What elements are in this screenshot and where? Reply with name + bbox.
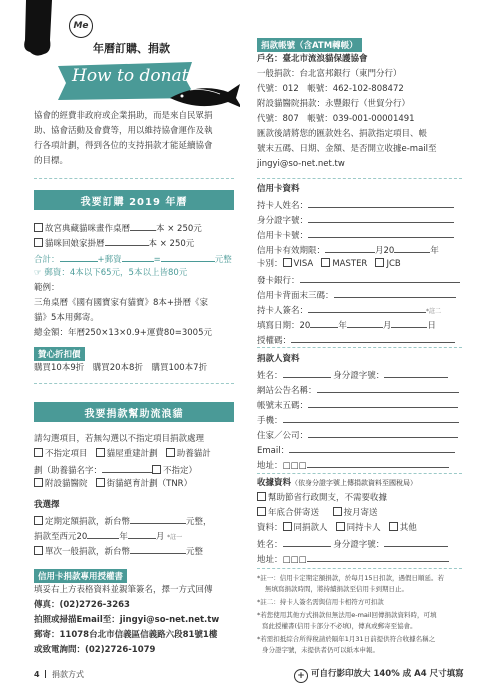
fixed-donation-label: 定期定額捐款，新台幣 — [45, 517, 131, 527]
section-name: 捐款方式 — [51, 670, 84, 679]
card-auth-label: 授權碼： — [257, 336, 292, 346]
visa-label: VISA — [293, 259, 314, 269]
donor-address-row — [257, 457, 449, 474]
opt-sponsor-unspecified-label: 不指定） — [163, 466, 198, 476]
account-line: 匯款後請將您的匯款姓名、捐款指定項目、帳 — [257, 129, 428, 139]
donor-name-label: 姓名： — [257, 371, 283, 381]
example-title: 範例： — [34, 283, 60, 293]
receipt-monthly-label: 按月寄送 — [343, 508, 378, 518]
receipt-title-note: （依身分證字號上傳捐款資料至國稅局） — [291, 479, 418, 487]
postage-note-text: 郵資：4本以下65元，5本以上皆80元 — [44, 268, 188, 278]
note-line: *若您使用其他方式捐款但無法用e-mail回傳捐款資料時，可填 — [257, 611, 437, 619]
opt-sponsor-label: 助養貓計 — [176, 449, 211, 459]
account-tab: 捐款帳號（含ATM轉帳） — [257, 38, 362, 52]
receipt-none-label: 幫助節省行政開支，不需要收據 — [268, 493, 388, 503]
receipt-address-row — [257, 551, 449, 568]
card-sign-note: *註二 — [426, 308, 442, 315]
total-unit: 元整 — [214, 255, 232, 265]
choose-title: 我選擇 — [34, 500, 60, 510]
receipt-address-input[interactable] — [307, 551, 449, 562]
page-number — [34, 669, 84, 680]
card-expiry-label: 信用卡有效期限： — [257, 246, 326, 256]
cat-paw-icon — [24, 0, 52, 56]
total-amount[interactable] — [161, 251, 215, 262]
donor-title: 捐款人資料 — [257, 354, 300, 364]
donor-acct-label: 帳號末五碼： — [257, 401, 309, 411]
divider — [257, 347, 462, 348]
jcb-label: JCB — [386, 259, 401, 269]
calendar-item-1-price: 本 × 250元 — [156, 224, 202, 234]
single-amount-input[interactable] — [130, 543, 186, 554]
donor-email-input[interactable] — [289, 442, 455, 453]
single-donation-checkbox[interactable] — [34, 546, 43, 555]
card-number-input[interactable] — [308, 227, 454, 238]
donate-banner-text: 我要捐款幫助流浪貓 — [84, 408, 184, 420]
paw-icon: ☞ — [34, 268, 45, 278]
card-bank-label: 發卡銀行： — [257, 276, 300, 286]
opt-sponsor-name-label: 劃（助養貓名字： — [34, 466, 103, 476]
card-form-line: 傳真：(02)2726-3263 — [34, 600, 130, 610]
donate-intro: 請勾選項目，若無勾選以不指定項目捐款處理 — [34, 434, 205, 444]
card-form-line: 拍照或掃描Email至：jingyi@so-net.net.tw — [34, 615, 220, 625]
calendar-item-1-label: 故宮典藏貓咪畫作桌曆 — [45, 224, 131, 234]
opt-rebuild-label: 貓屋重建計劃 — [106, 449, 158, 459]
card-expiry-mid: 月20 — [375, 246, 395, 256]
receipt-opt-row-2 — [257, 506, 378, 521]
donor-phone-label: 住家／公司： — [257, 431, 309, 441]
receipt-monthly-checkbox[interactable] — [333, 507, 342, 516]
card-cvv-input[interactable] — [334, 287, 456, 298]
card-expiry-month[interactable] — [325, 242, 375, 253]
receipt-address-label: 地址：□□□ — [257, 555, 307, 565]
receipt-name-input[interactable] — [283, 536, 331, 547]
me-badge-text: Me — [73, 21, 89, 31]
calendar-item-2-qty[interactable] — [105, 235, 149, 246]
donate-options-row-1 — [34, 447, 211, 462]
card-cvv-label: 信用卡背面末三碼： — [257, 291, 334, 301]
page-heading: 年曆訂購、捐款 — [93, 42, 170, 55]
fixed-until-month-label: 月 — [155, 532, 165, 542]
magnifier-icon: + — [294, 669, 308, 683]
calendar-item-1-checkbox[interactable] — [34, 223, 43, 232]
account-line: 一般捐款：台北富邦銀行（東門分行） — [257, 69, 402, 79]
total-equals: = — [153, 255, 161, 265]
receipt-id-input[interactable] — [384, 536, 448, 547]
donor-pubname-input[interactable] — [317, 382, 459, 393]
donor-name-input[interactable] — [283, 367, 331, 378]
card-expiry-year-label: 年 — [430, 246, 439, 256]
receipt-same-donor-checkbox[interactable] — [283, 522, 292, 531]
donor-id-input[interactable] — [384, 367, 448, 378]
donor-address-label: 地址：□□□ — [257, 461, 307, 471]
note-line: *註一：信用卡定期定額捐款，於每月15日扣款，遇假日順延。若 — [257, 574, 445, 582]
card-form-tab: 信用卡捐款專用授權書 — [34, 569, 127, 583]
card-form-line: 或致電詢問：(02)2726-1079 — [34, 645, 156, 655]
receipt-same-donor-label: 同捐款人 — [293, 523, 328, 533]
receipt-other-checkbox[interactable] — [389, 522, 398, 531]
script-title: How to donate — [72, 66, 199, 86]
card-id-label: 身分證字號： — [257, 216, 309, 226]
opt-rebuild-checkbox[interactable] — [96, 448, 105, 457]
calendar-item-2-label: 貓咪回娘家掛曆 — [45, 239, 105, 249]
intro-line: 的目標。 — [34, 156, 69, 166]
card-expiry-year[interactable] — [394, 242, 430, 253]
intro-line: 協會的經費非政府或企業捐助，而是來自民眾捐 — [34, 111, 213, 121]
account-line: 附設貓醫院捐款：永豐銀行（世貿分行） — [257, 99, 411, 109]
opt-hospital-checkbox[interactable] — [34, 478, 43, 487]
donor-mobile-label: 手機： — [257, 416, 283, 426]
donate-banner — [34, 402, 234, 422]
card-date-year-label: 年 — [338, 321, 347, 331]
note-line: 無填寫捐款時間，將持續捐款至信用卡到期日止。 — [265, 585, 408, 593]
card-form-line: 填妥右上方表格資料並親筆簽名，擇一方式回傳 — [34, 585, 213, 595]
card-date-month-label: 月 — [382, 321, 392, 331]
discount-tab: 贊心折扣價 — [34, 347, 85, 361]
master-checkbox[interactable] — [321, 258, 330, 267]
fixed-until-year-label: 年 — [119, 532, 128, 542]
receipt-payee-row — [257, 521, 417, 536]
donor-phone-input[interactable] — [308, 427, 458, 438]
fixed-until-year[interactable] — [87, 528, 119, 539]
donor-email-label: Email： — [257, 446, 290, 456]
calendar-item-2-price: 本 × 250元 — [148, 239, 195, 249]
receipt-name-label: 姓名： — [257, 540, 283, 550]
donate-options-row-3 — [34, 477, 192, 492]
opt-unspecified-checkbox[interactable] — [34, 448, 43, 457]
discount-text: 購買10本9折 購買20本8折 購買100本7折 — [34, 363, 208, 373]
master-label: MASTER — [332, 259, 368, 269]
opt-hospital-label: 附設貓醫院 — [45, 479, 88, 489]
opt-tnr-checkbox[interactable] — [96, 478, 105, 487]
account-line: 號末五碼、日期、金額、是否開立收據e-mail至 — [257, 144, 437, 154]
card-bank-input[interactable] — [300, 272, 460, 283]
card-date-year[interactable] — [310, 317, 338, 328]
calendar-banner-text: 我要訂購 2019 年曆 — [80, 196, 188, 208]
jcb-checkbox[interactable] — [375, 258, 384, 267]
donor-pubname-label: 網站公告名稱： — [257, 386, 317, 396]
copy-note — [294, 667, 464, 683]
total-label: 合計： — [34, 255, 60, 265]
account-line: 代號：012 帳號：462-102-808472 — [257, 84, 404, 94]
card-date-month[interactable] — [347, 317, 383, 328]
example-line: 貓》5本用郵寄。 — [34, 313, 99, 323]
card-type-row — [257, 257, 401, 272]
calendar-item-1-qty[interactable] — [130, 220, 156, 231]
card-type-label: 卡別： — [257, 259, 283, 269]
single-donation-unit: 元整 — [186, 547, 204, 557]
fixed-until-label: 捐款至西元20 — [34, 532, 88, 542]
card-date-day-label: 日 — [427, 321, 436, 331]
sponsor-cat-name-input[interactable] — [102, 462, 152, 473]
opt-unspecified-label: 不指定項目 — [45, 449, 88, 459]
calendar-item-2 — [34, 235, 194, 252]
fixed-amount-input[interactable] — [130, 513, 186, 524]
card-date-day[interactable] — [391, 317, 427, 328]
note-line: 身分證字號，未提供者仍可以紙本申報。 — [262, 646, 379, 654]
donor-id-label: 身分證字號： — [333, 371, 385, 381]
receipt-annual-label: 年底合併寄送 — [268, 508, 320, 518]
account-line: 代號：807 帳號：039-001-00001491 — [257, 114, 415, 124]
donor-acct-input[interactable] — [308, 397, 458, 408]
divider — [34, 178, 234, 179]
note-line: *若需扣抵綜合所得稅請於隔年1月31日前提供符合收據名稱之 — [257, 635, 436, 643]
visa-checkbox[interactable] — [283, 258, 292, 267]
card-info-title: 信用卡資料 — [257, 184, 300, 194]
card-number-label: 信用卡卡號： — [257, 231, 309, 241]
account-line: jingyi@so-net.net.tw — [257, 159, 345, 169]
fixed-until-month[interactable] — [128, 528, 156, 539]
card-form-line: 郵寄：11078台北市信義區信義路六段81號1樓 — [34, 630, 218, 640]
example-line: 三角桌曆《國有國寶家有貓寶》8本+掛曆《家 — [34, 298, 209, 308]
receipt-title-row — [257, 476, 417, 491]
card-auth-input[interactable] — [291, 332, 455, 343]
single-donation-label: 單次一般捐款，新台幣 — [45, 547, 131, 557]
me-badge — [69, 14, 93, 38]
divider — [257, 178, 462, 179]
page-number-value: 4 — [34, 670, 40, 679]
receipt-id-label: 身分證字號： — [333, 540, 385, 550]
account-line: 戶名：臺北市流浪貓保護協會 — [257, 54, 368, 64]
receipt-none-checkbox[interactable] — [257, 492, 266, 501]
fixed-note-ref: *註一 — [167, 534, 183, 541]
receipt-other-label: 其他 — [399, 523, 417, 533]
divider — [257, 473, 462, 474]
receipt-annual-checkbox[interactable] — [257, 507, 266, 516]
donor-address-input[interactable] — [307, 457, 449, 468]
receipt-opt-row-1 — [257, 491, 387, 506]
card-date-label: 填寫日期：20 — [257, 321, 311, 331]
divider — [257, 568, 462, 569]
receipt-same-holder-checkbox[interactable] — [336, 522, 345, 531]
calendar-item-2-checkbox[interactable] — [34, 238, 43, 247]
example-line: 總金額：年曆250×13×0.9+運費80=3005元 — [34, 328, 212, 338]
opt-sponsor-unspecified-checkbox[interactable] — [152, 465, 161, 474]
donor-mobile-input[interactable] — [283, 412, 459, 423]
total-postage[interactable] — [122, 251, 154, 262]
postage-note — [34, 266, 187, 281]
card-id-input[interactable] — [308, 212, 454, 223]
opt-tnr-label: 街貓絕育計劃（TNR） — [106, 479, 193, 489]
fixed-donation-checkbox[interactable] — [34, 516, 43, 525]
fixed-donation-unit: 元整， — [186, 517, 212, 527]
card-holder-input[interactable] — [308, 197, 454, 208]
copy-note-text: 可自行影印放大 140% 成 A4 尺寸填寫 — [311, 669, 464, 679]
intro-line: 助、協會活動及會費等，用以維持協會運作及執 — [34, 126, 213, 136]
receipt-title: 收據資料 — [257, 478, 292, 488]
card-holder-label: 持卡人姓名： — [257, 201, 309, 211]
divider — [34, 383, 234, 384]
calendar-banner — [34, 190, 234, 210]
card-sign-label: 持卡人簽名： — [257, 306, 309, 316]
receipt-payee-label: 資料： — [257, 523, 283, 533]
total-subtotal[interactable] — [60, 251, 98, 262]
single-donation-row — [34, 543, 203, 560]
note-line: 寫此授權書(信用卡部分不必填)，傳真或郵寄至協會。 — [262, 622, 417, 630]
intro-line: 行各項計劃，得到各位的支持捐款才能延續協會 — [34, 141, 213, 151]
card-sign-input[interactable] — [308, 302, 426, 313]
receipt-same-holder-label: 同持卡人 — [346, 523, 381, 533]
opt-sponsor-checkbox[interactable] — [166, 448, 175, 457]
total-postage-label: +郵資 — [97, 255, 122, 265]
note-line: *註二：持卡人簽名需與信用卡相符方可扣款 — [257, 598, 384, 606]
